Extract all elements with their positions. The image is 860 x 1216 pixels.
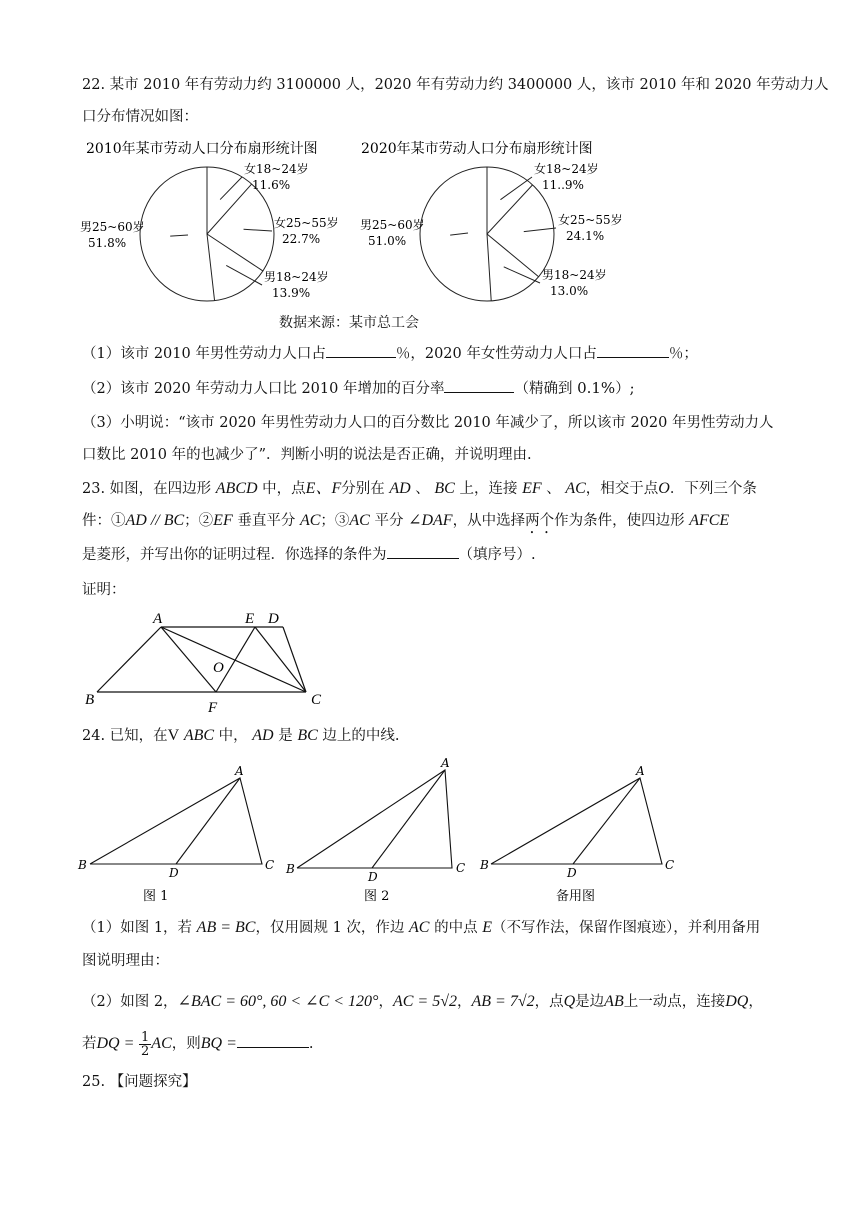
pie2-title: 2020年某市劳动人口分布扇形统计图 bbox=[361, 141, 593, 157]
answer-blank-2[interactable] bbox=[597, 343, 669, 358]
q22-part3-line1: （3）小明说：“该市 2020 年男性劳动力人口的百分数比 2010 年减少了，所以该市 2020 年男性劳动力人 bbox=[82, 415, 774, 431]
fig3-label-D: D bbox=[567, 866, 577, 880]
pie2-slice-value: 24.1% bbox=[566, 229, 605, 243]
pie1-slice-boundary bbox=[207, 234, 215, 301]
pie2-leader-line bbox=[524, 228, 556, 232]
label-C: C bbox=[311, 692, 322, 708]
pie1-slice-label: 男18~24岁 bbox=[264, 270, 329, 284]
q25-title: 25. 【问题探究】 bbox=[82, 1074, 197, 1090]
label-F: F bbox=[208, 700, 218, 715]
pie2-slice-label: 女18~24岁 bbox=[534, 162, 599, 176]
pie2-slice-value: 13.0% bbox=[550, 284, 589, 298]
pie-charts bbox=[0, 135, 860, 335]
label-B: B bbox=[85, 692, 95, 708]
label-D: D bbox=[268, 611, 279, 627]
pie2-slice-value: 51.0% bbox=[368, 234, 407, 248]
pie2-slice-value: 11..9% bbox=[542, 178, 584, 192]
q22-part1: （1）该市 2010 年男性劳动力人口占 ％，2020 年女性劳动力人口占 ％； bbox=[82, 343, 698, 364]
pie1-leader-line bbox=[170, 235, 188, 236]
fig3-label-B: B bbox=[480, 858, 489, 872]
pie1-slice-value: 22.7% bbox=[282, 232, 321, 246]
pie1-slice-label: 男25~60岁 bbox=[80, 220, 145, 234]
pie1-leader-line bbox=[244, 229, 272, 231]
q22-part3-line2: 口数比 2010 年的也减少了”．判断小明的说法是否正确，并说明理由. bbox=[82, 447, 532, 463]
answer-blank-5[interactable] bbox=[237, 1033, 309, 1048]
q23-line3: 是菱形，并写出你的证明过程．你选择的条件为 （填序号）. bbox=[82, 544, 536, 565]
q24-part2-line2: 若DQ = $\frac{1}{2}$ AC，则BQ = . bbox=[82, 1029, 314, 1059]
pie1-title: 2010年某市劳动人口分布扇形统计图 bbox=[86, 141, 318, 157]
q23-line1: 23. 如图，在四边形 ABCD 中，点E、F分别在 AD 、 BC 上，连接 EF 、 AC，相交于点O．下列三个条 bbox=[82, 480, 757, 497]
fig2-label-D: D bbox=[368, 870, 378, 884]
pie2-slice-boundary bbox=[487, 234, 491, 301]
fig1-label-D: D bbox=[169, 866, 179, 880]
q24-line1: 24. 已知，在V ABC 中， AD 是 BC 边上的中线. bbox=[82, 727, 400, 744]
pie1-slice-value: 11.6% bbox=[252, 178, 291, 192]
q24-part1-line1: （1）如图 1，若 AB = BC，仅用圆规 1 次，作边 AC 的中点 E（不写作法，保留作图痕迹），并利用备用 bbox=[82, 919, 761, 936]
pie1-slice-label: 女25~55岁 bbox=[274, 216, 339, 230]
label-E: E bbox=[245, 611, 255, 627]
fig1-caption: 图 1 bbox=[143, 889, 169, 904]
pie1-slice-label: 女18~24岁 bbox=[244, 162, 309, 176]
pie2-leader-line bbox=[450, 233, 468, 235]
pie1-leader-line bbox=[226, 265, 262, 285]
fig2-label-B: B bbox=[286, 862, 295, 876]
fig1-label-C: C bbox=[265, 858, 275, 872]
fraction-one-half: $\frac{1}{2}$ bbox=[141, 1029, 150, 1059]
pie1-slice-value: 51.8% bbox=[88, 236, 127, 250]
q22-line1: 22. 某市 2010 年有劳动力约 3100000 人，2020 年有劳动力约 3400000 人，该市 2010 年和 2020 年劳动力人 bbox=[82, 77, 829, 93]
fig2-label-A: A bbox=[441, 756, 450, 770]
q24-part2-line1: （2）如图 2，∠BAC = 60°, 60 < ∠C < 120°，AC = 5√2，AB = 7√2，点Q是边AB上一动点，连接DQ， bbox=[82, 993, 763, 1010]
q23-proof-label: 证明： bbox=[82, 582, 126, 598]
fig2-label-C: C bbox=[456, 861, 466, 875]
pie2-slice-label: 男25~60岁 bbox=[360, 218, 425, 232]
pie1-slice-boundary bbox=[207, 184, 252, 234]
q22-line2: 口分布情况如图： bbox=[82, 109, 198, 125]
q22-part2: （2）该市 2020 年劳动力人口比 2010 年增加的百分率 （精确到 0.1%）; bbox=[82, 379, 635, 397]
pie2-leader-line bbox=[500, 177, 532, 200]
pie2-leader-line bbox=[504, 267, 540, 283]
label-O: O bbox=[213, 660, 224, 676]
pie1-slice-value: 13.9% bbox=[272, 286, 311, 300]
pie2-slice-label: 女25~55岁 bbox=[558, 213, 623, 227]
fig1-label-B: B bbox=[78, 858, 87, 872]
fig1-label-A: A bbox=[235, 764, 244, 778]
triangle-figures bbox=[0, 750, 860, 910]
answer-blank-3[interactable] bbox=[444, 378, 514, 393]
q23-line2: 件：①AD // BC；②EF 垂直平分 AC；③AC 平分 ∠DAF，从中选择两个作为条件，使四边形 AFCE bbox=[82, 512, 730, 529]
answer-blank-1[interactable] bbox=[326, 343, 396, 358]
pie2-slice-boundary bbox=[487, 185, 533, 234]
pie-source: 数据来源：某市总工会 bbox=[279, 315, 419, 331]
quadrilateral-figure bbox=[0, 605, 860, 715]
fig3-label-C: C bbox=[665, 858, 675, 872]
answer-blank-4[interactable] bbox=[387, 544, 459, 559]
pie1-slice-boundary bbox=[207, 234, 263, 271]
pie1-leader-line bbox=[220, 177, 242, 200]
pie2-slice-label: 男18~24岁 bbox=[542, 268, 607, 282]
fig3-label-A: A bbox=[636, 764, 645, 778]
pie2-slice-boundary bbox=[487, 234, 539, 277]
label-A: A bbox=[153, 611, 163, 627]
fig3-caption: 备用图 bbox=[556, 889, 596, 904]
q24-part1-line2: 图说明理由： bbox=[82, 953, 169, 969]
fig2-caption: 图 2 bbox=[364, 889, 390, 904]
